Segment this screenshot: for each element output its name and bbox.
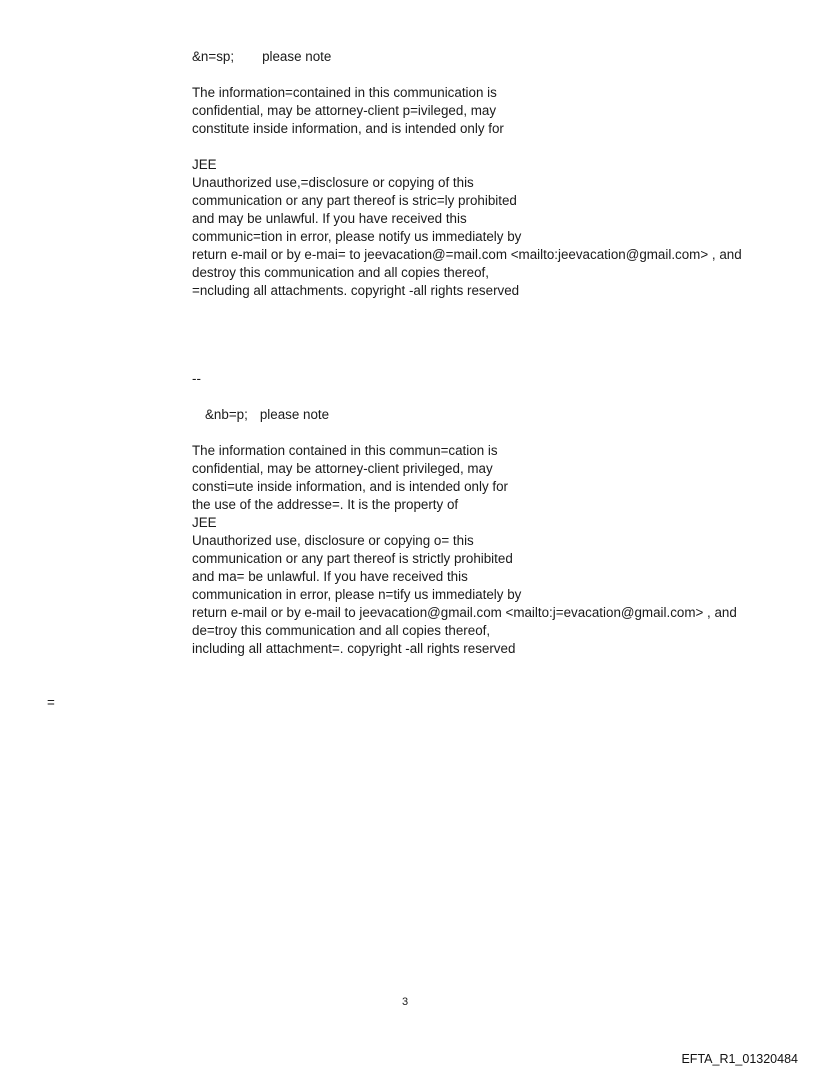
block2-heading <box>205 406 329 424</box>
block1-line: communication or any part thereof is stric=ly prohibited <box>192 193 517 208</box>
block2-line: communication in error, please n=tify us immediately by <box>192 587 522 602</box>
block1-line: The information=contained in this communication is <box>192 85 497 100</box>
block1-line: Unauthorized use,=disclosure or copying of this <box>192 175 474 190</box>
block2-line: including all attachment=. copyright -all rights reserved <box>192 641 516 656</box>
block1-line: =ncluding all attachments. copyright -all rights reserved <box>192 283 520 298</box>
block2-line: JEE <box>192 515 217 530</box>
block2-line: return e-mail or by e-mail to jeevacation@gmail.com <mailto:j=evacation@gmail.com> , and <box>192 605 737 620</box>
block1-heading-note: please note <box>262 49 332 64</box>
block1-line: communic=tion in error, please notify us immediately by <box>192 229 522 244</box>
block2-line: the use of the addresse=. It is the property of <box>192 497 459 512</box>
block1-heading-prefix: &n=sp; <box>192 49 235 64</box>
block2-line: confidential, may be attorney-client privileged, may <box>192 461 493 476</box>
block2-line: de=troy this communication and all copies thereof, <box>192 623 491 638</box>
block1-line: destroy this communication and all copies thereof, <box>192 265 489 280</box>
block2-line: Unauthorized use, disclosure or copying o= this <box>192 533 474 548</box>
page-number: 3 <box>402 996 409 1008</box>
block1-heading <box>192 48 331 66</box>
bates-number: EFTA_R1_01320484 <box>681 1052 798 1066</box>
block2-heading-prefix: &nb=p; <box>205 407 248 422</box>
block2-line: consti=ute inside information, and is intended only for <box>192 479 508 494</box>
block2-line: and ma= be unlawful. If you have received this <box>192 569 468 584</box>
block1-line: return e-mail or by e-mai= to jeevacation@=mail.com <mailto:jeevacation@gmail.com> , and <box>192 247 742 262</box>
separator: -- <box>192 371 201 386</box>
block1-line: confidential, may be attorney-client p=ivileged, may <box>192 103 497 118</box>
block2-heading-note: please note <box>259 407 330 422</box>
block2-line: communication or any part thereof is strictly prohibited <box>192 551 513 566</box>
block1-line: and may be unlawful. If you have received this <box>192 211 467 226</box>
stray-equals-mark: = <box>47 695 55 710</box>
block1-line: JEE <box>192 157 217 172</box>
block1-line: constitute inside information, and is intended only for <box>192 121 504 136</box>
block2-line: The information contained in this commun=cation is <box>192 443 498 458</box>
